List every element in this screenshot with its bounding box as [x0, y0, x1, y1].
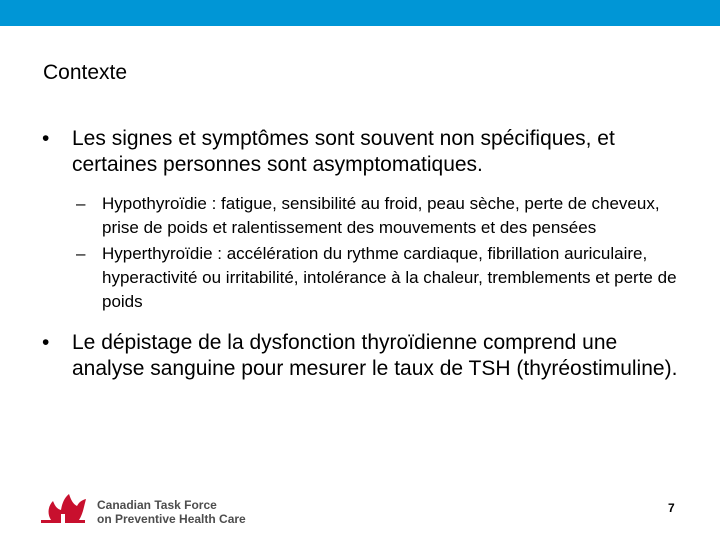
ctfphc-logo — [37, 490, 257, 526]
sub-bullet-text: Hypothyroïdie : fatigue, sensibilité au froid, peau sèche, perte de cheveux, prise de poids et ralentissement des mouvements et des pensées — [102, 194, 660, 237]
bullet-marker: • — [42, 127, 50, 150]
dash-marker: – — [76, 194, 86, 213]
sub-bullet-hyperthyroidism — [40, 242, 690, 314]
logo-line-1: Canadian Task Force — [97, 498, 217, 512]
sub-bullet-hypothyroidism — [40, 192, 690, 240]
top-accent-bar — [0, 0, 720, 26]
maple-leaf-logo-icon — [37, 490, 89, 526]
bullet-text: Le dépistage de la dysfonction thyroïdienne comprend une analyse sanguine pour mesurer le taux de TSH (thyréostimuline). — [72, 331, 678, 380]
bullet-list — [40, 126, 690, 396]
bullet-marker: • — [42, 331, 50, 354]
logo-text — [97, 498, 246, 526]
bullet-screening — [40, 330, 690, 382]
bullet-symptoms — [40, 126, 690, 178]
logo-line-2: on Preventive Health Care — [97, 512, 246, 526]
dash-marker: – — [76, 244, 86, 263]
bullet-text: Les signes et symptômes sont souvent non spécifiques, et certaines personnes sont asymptomatiques. — [72, 127, 615, 176]
sub-bullet-list — [40, 192, 690, 314]
slide-title: Contexte — [43, 61, 128, 84]
page-number: 7 — [668, 501, 675, 515]
sub-bullet-text: Hyperthyroïdie : accélération du rythme cardiaque, fibrillation auriculaire, hyperactivité ou irritabilité, intolérance à la chaleur, tremblements et perte de poids — [102, 244, 677, 311]
